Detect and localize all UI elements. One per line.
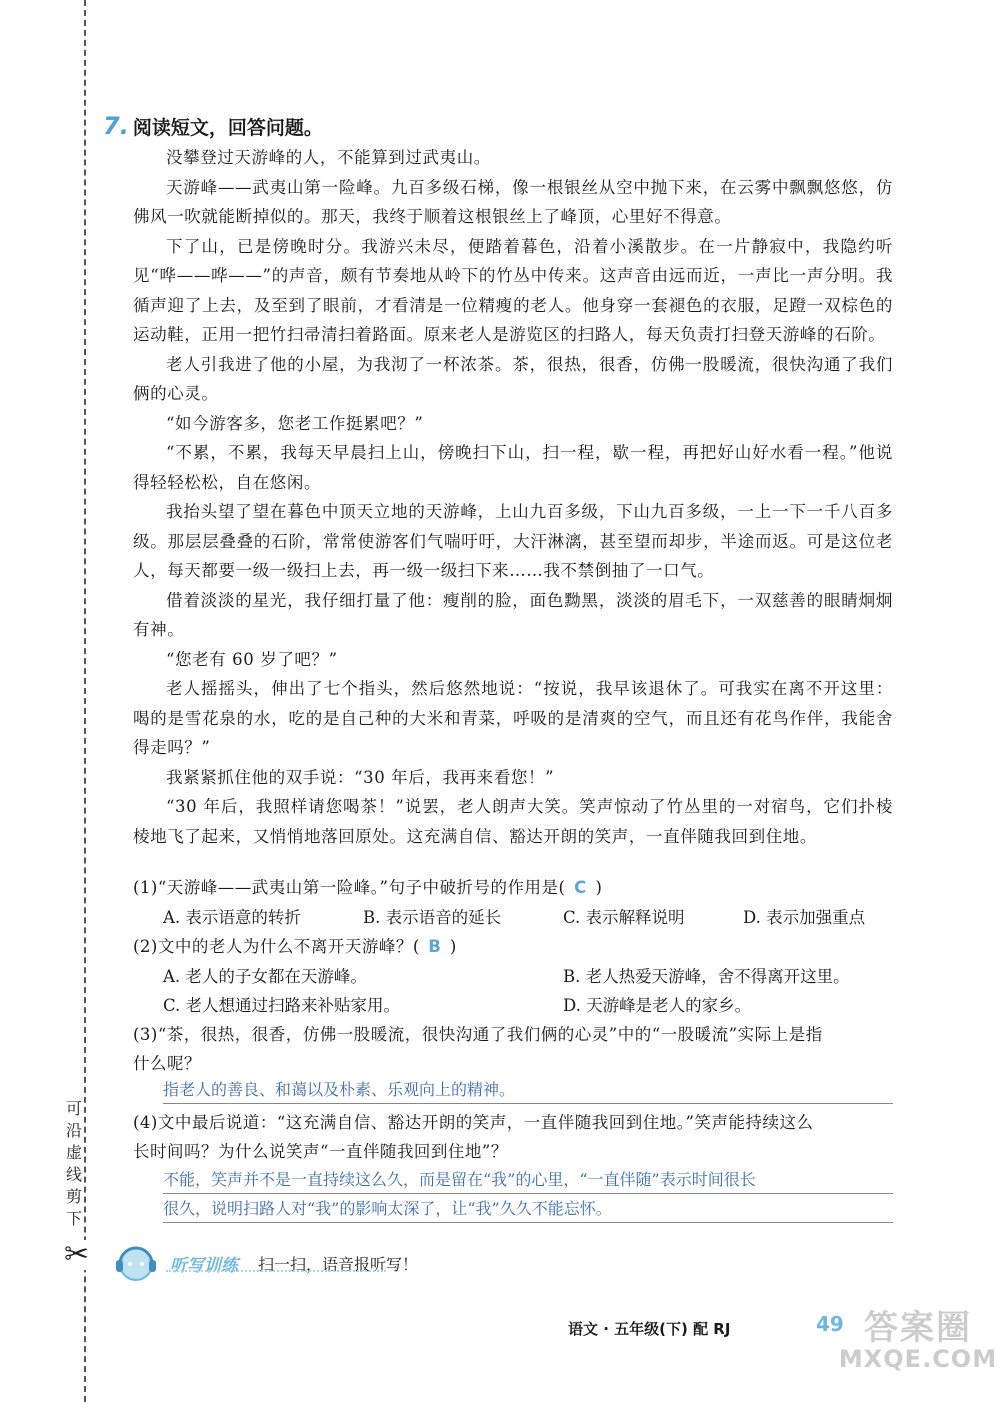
question-4-stem-line1: (4)文中最后说道：“这充满自信、豁达开朗的笑声，一直伴随我回到住地。”笑声能持续这么 bbox=[133, 1113, 814, 1132]
question-2-option-d[interactable]: D. 天游峰是老人的家乡。 bbox=[563, 996, 752, 1015]
question-4-answer-line2[interactable]: 很久，说明扫路人对“我”的影响太深了，让“我”久久不能忘怀。 bbox=[163, 1196, 893, 1223]
question-number: 7. bbox=[103, 112, 129, 140]
passage-paragraph: 天游峰——武夷山第一险峰。九百多级石梯，像一根银丝从空中抛下来，在云雾中飘飘悠悠，仿佛风一吹就能断掉似的。那天，我终于顺着这根银丝上了峰顶，心里好不得意。 bbox=[133, 177, 893, 226]
question-1-option-b[interactable]: B. 表示语音的延长 bbox=[363, 908, 502, 927]
title-underline bbox=[166, 1270, 386, 1278]
watermark-url: MXQE.COM bbox=[838, 1345, 998, 1373]
scissors-icon: ✂ bbox=[64, 1237, 90, 1272]
question-2-option-b[interactable]: B. 老人热爱天游峰，舍不得离开这里。 bbox=[563, 967, 850, 986]
question-1-option-c[interactable]: C. 表示解释说明 bbox=[563, 908, 685, 927]
passage-paragraph: 我紧紧抓住他的双手说：“30 年后，我再来看您！” bbox=[166, 767, 555, 787]
question-header bbox=[103, 112, 323, 140]
question-2-stem: (2)文中的老人为什么不离开天游峰？( B ) bbox=[133, 932, 457, 962]
watermark bbox=[838, 1300, 998, 1400]
footer-subject: 语文 · 五年级(下) 配 RJ bbox=[568, 1320, 731, 1338]
cut-line bbox=[84, 0, 86, 1402]
passage-paragraph: “30 年后，我照样请您喝茶！”说罢，老人朗声大笑。笑声惊动了竹丛里的一对宿鸟，它们扑棱棱地飞了起来，又悄悄地落回原处。这充满自信、豁达开朗的笑声，一直伴随我回到住地。 bbox=[133, 797, 893, 846]
question-3-answer[interactable]: 指老人的善良、和蔼以及朴素、乐观向上的精神。 bbox=[163, 1077, 893, 1104]
question-3-stem-line1: (3)“茶，很热，很香，仿佛一股暖流，很快沟通了我们俩的心灵”中的“一股暖流”实际上是指 bbox=[133, 1025, 823, 1044]
passage-paragraph: 下了山，已是傍晚时分。我游兴未尽，便踏着暮色，沿着小溪散步。在一片静寂中，我隐约听见“哗——哗——”的声音，颇有节奏地从岭下的竹丛中传来。这声音由远而近，一声比一声分明。我循声迎了上去，及至到了眼前，才看清是一位精瘦的老人。他身穿一套褪色的衣服，足蹬一双棕色的运动鞋，正用一把竹扫帚清扫着路面。原来老人是游览区的扫路人，每天负责打扫登天游峰的石阶。 bbox=[133, 236, 893, 344]
question-1-option-d[interactable]: D. 表示加强重点 bbox=[743, 908, 866, 927]
listening-instruction[interactable]: 扫一扫，语音报听写！ bbox=[258, 1254, 419, 1274]
question-title: 阅读短文，回答问题。 bbox=[132, 117, 323, 139]
question-2-option-c[interactable]: C. 老人想通过扫路来补贴家用。 bbox=[163, 996, 401, 1015]
passage-paragraph: 没攀登过天游峰的人，不能算到过武夷山。 bbox=[166, 148, 491, 167]
cut-instruction: 可沿虚线剪下 bbox=[65, 1099, 82, 1228]
question-3-stem-line2: 什么呢？ bbox=[133, 1054, 201, 1073]
question-4-stem-line2: 长时间吗？为什么说笑声“一直伴随我回到住地”？ bbox=[133, 1142, 508, 1161]
passage-paragraph: “您老有 60 岁了吧？” bbox=[166, 649, 338, 669]
reading-passage bbox=[133, 143, 893, 851]
question-2-option-a[interactable]: A. 老人的子女都在天游峰。 bbox=[163, 967, 367, 986]
passage-paragraph: “不累，不累，我每天早晨扫上山，傍晚扫下山，扫一程，歇一程，再把好山好水看一程。”他说得轻轻松松，自在悠闲。 bbox=[133, 443, 893, 492]
listening-section bbox=[110, 1240, 418, 1286]
headset-icon bbox=[110, 1240, 166, 1286]
watermark-logo: 答案圈 bbox=[864, 1308, 972, 1348]
question-1-option-a[interactable]: A. 表示语意的转折 bbox=[163, 908, 301, 927]
question-1-stem: (1)“天游峰——武夷山第一险峰。”句子中破折号的作用是( C ) bbox=[133, 873, 602, 903]
passage-paragraph: “如今游客多，您老工作挺累吧？” bbox=[166, 413, 424, 433]
passage-paragraph: 我抬头望了望在暮色中顶天立地的天游峰，上山九百多级，下山九百多级，一上一下一千八百多级。那层层叠叠的石阶，常常使游客们气喘吁吁，大汗淋漓，甚至望而却步，半途而返。可是这位老人，每天都要一级一级扫上去，再一级一级扫下来……我不禁倒抽了一口气。 bbox=[133, 502, 893, 580]
page-number: 49 bbox=[816, 1312, 844, 1336]
question-2-answer[interactable]: B bbox=[428, 937, 442, 956]
passage-paragraph: 借着淡淡的星光，我仔细打量了他：瘦削的脸，面色黝黑，淡淡的眉毛下，一双慈善的眼睛炯炯有神。 bbox=[133, 590, 893, 639]
passage-paragraph: 老人引我进了他的小屋，为我沏了一杯浓茶。茶，很热，很香，仿佛一股暖流，很快沟通了我们俩的心灵。 bbox=[133, 354, 893, 403]
passage-paragraph: 老人摇摇头，伸出了七个指头，然后悠然地说：“按说，我早该退休了。可我实在离不开这里：喝的是雪花泉的水，吃的是自己种的大米和青菜，呼吸的是清爽的空气，而且还有花鸟作伴，我能舍得走吗？” bbox=[133, 679, 893, 757]
question-4-answer-line1[interactable]: 不能，笑声并不是一直持续这么久，而是留在“我”的心里，“一直伴随”表示时间很长 bbox=[163, 1167, 893, 1194]
question-1-answer[interactable]: C bbox=[574, 878, 587, 897]
listening-title: 听写训练 bbox=[170, 1255, 238, 1276]
